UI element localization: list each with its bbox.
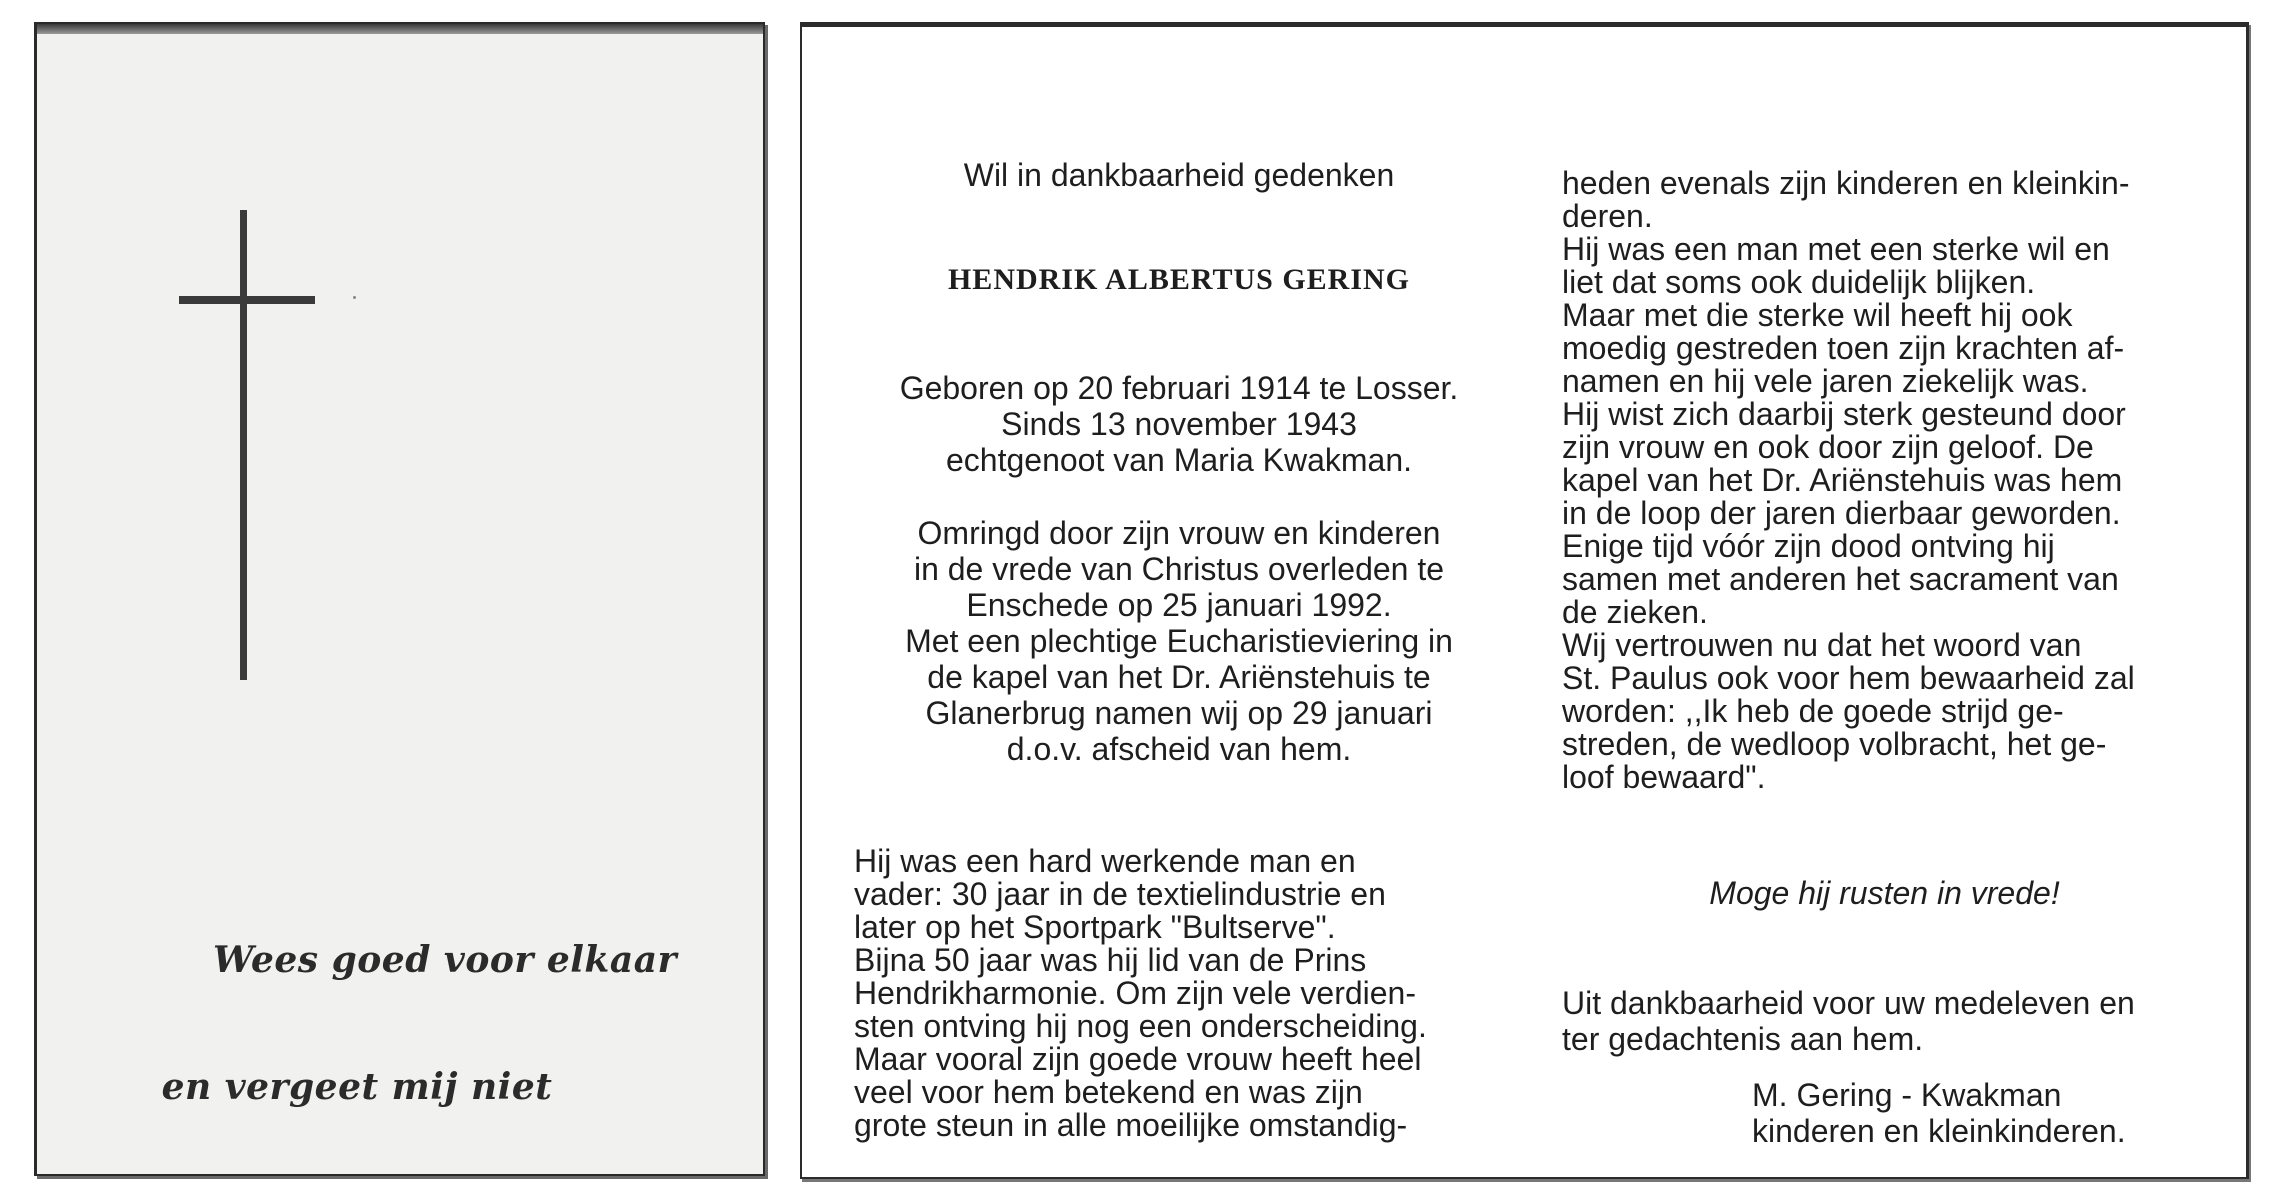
thanks-block (1562, 985, 2207, 1057)
signature-line: M. Gering - Kwakman (1752, 1077, 2062, 1113)
death-line: d.o.v. afscheid van hem. (1006, 731, 1352, 767)
life-line: Hendrikharmonie. Om zijn vele verdien- (854, 975, 1416, 1011)
life-block (854, 845, 1504, 1142)
death-line: Omringd door zijn vrouw en kinderen (917, 515, 1441, 551)
body-line: namen en hij vele jaren ziekelijk was. (1562, 363, 2089, 399)
life-line: Hij was een hard werkende man en (854, 843, 1356, 879)
body-line: samen met anderen het sacrament van (1562, 561, 2119, 597)
body-line: worden: ,,Ik heb de goede strijd ge- (1562, 693, 2064, 729)
body-line: kapel van het Dr. Ariënstehuis was hem (1562, 462, 2123, 498)
birth-line: Sinds 13 november 1943 (1001, 406, 1357, 442)
body-line: Wij vertrouwen nu dat het woord van (1562, 627, 2082, 663)
life-line: later op het Sportpark "Bultserve". (854, 909, 1336, 945)
body-line: in de loop der jaren dierbaar geworden. (1562, 495, 2121, 531)
body-line: streden, de wedloop volbracht, het ge- (1562, 726, 2107, 762)
cross-icon-vertical (240, 210, 247, 680)
body-line: zijn vrouw en ook door zijn geloof. De (1562, 429, 2094, 465)
life-line: veel voor hem betekend en was zijn (854, 1074, 1363, 1110)
motto-line-2: en vergeet mij niet (161, 1066, 553, 1108)
death-block (854, 515, 1504, 767)
signature-line: kinderen en kleinkinderen. (1752, 1113, 2126, 1149)
motto-line-1: Wees goed voor elkaar (213, 939, 677, 981)
speck-mark (353, 296, 356, 299)
card-top-edge (37, 24, 763, 34)
death-line: Enschede op 25 januari 1992. (966, 587, 1392, 623)
card-inside-panel (800, 22, 2249, 1179)
body-line: de zieken. (1562, 594, 1708, 630)
body-line: heden evenals zijn kinderen en kleinkin- (1562, 165, 2130, 201)
prayer-line: Moge hij rusten in vrede! (1709, 875, 2060, 911)
signature-block (1752, 1077, 2202, 1149)
body-line: moedig gestreden toen zijn krachten af- (1562, 330, 2125, 366)
death-line: Met een plechtige Eucharistieviering in (905, 623, 1453, 659)
birth-block (854, 370, 1504, 478)
life-line: grote steun in alle moeilijke omstandig- (854, 1107, 1408, 1143)
life-line: vader: 30 jaar in de textielindustrie en (854, 876, 1386, 912)
death-line: de kapel van het Dr. Ariënstehuis te (927, 659, 1431, 695)
deceased-name: HENDRIK ALBERTUS GERING (947, 263, 1411, 296)
death-line: Glanerbrug namen wij op 29 januari (925, 695, 1433, 731)
cross-icon-horizontal (179, 296, 315, 304)
body-line: Hij wist zich daarbij sterk gesteund door (1562, 396, 2126, 432)
continuation-block (1562, 167, 2207, 794)
body-line: loof bewaard". (1562, 759, 1766, 795)
body-line: Hij was een man met een sterke wil en (1562, 231, 2110, 267)
body-line: Maar met die sterke wil heeft hij ook (1562, 297, 2073, 333)
thanks-line: ter gedachtenis aan hem. (1562, 1021, 1924, 1057)
thanks-line: Uit dankbaarheid voor uw medeleven en (1562, 985, 2135, 1021)
body-line: St. Paulus ook voor hem bewaarheid zal (1562, 660, 2135, 696)
life-line: Maar vooral zijn goede vrouw heeft heel (854, 1041, 1422, 1077)
heading: Wil in dankbaarheid gedenken (963, 157, 1395, 193)
body-line: liet dat soms ook duidelijk blijken. (1562, 264, 2036, 300)
card-front-panel (34, 22, 765, 1176)
life-line: Bijna 50 jaar was hij lid van de Prins (854, 942, 1367, 978)
life-line: sten ontving hij nog een onderscheiding. (854, 1008, 1427, 1044)
body-line: deren. (1562, 198, 1653, 234)
birth-line: Geboren op 20 februari 1914 te Losser. (899, 370, 1459, 406)
death-line: in de vrede van Christus overleden te (913, 551, 1445, 587)
body-line: Enige tijd vóór zijn dood ontving hij (1562, 528, 2055, 564)
birth-line: echtgenoot van Maria Kwakman. (945, 442, 1413, 478)
